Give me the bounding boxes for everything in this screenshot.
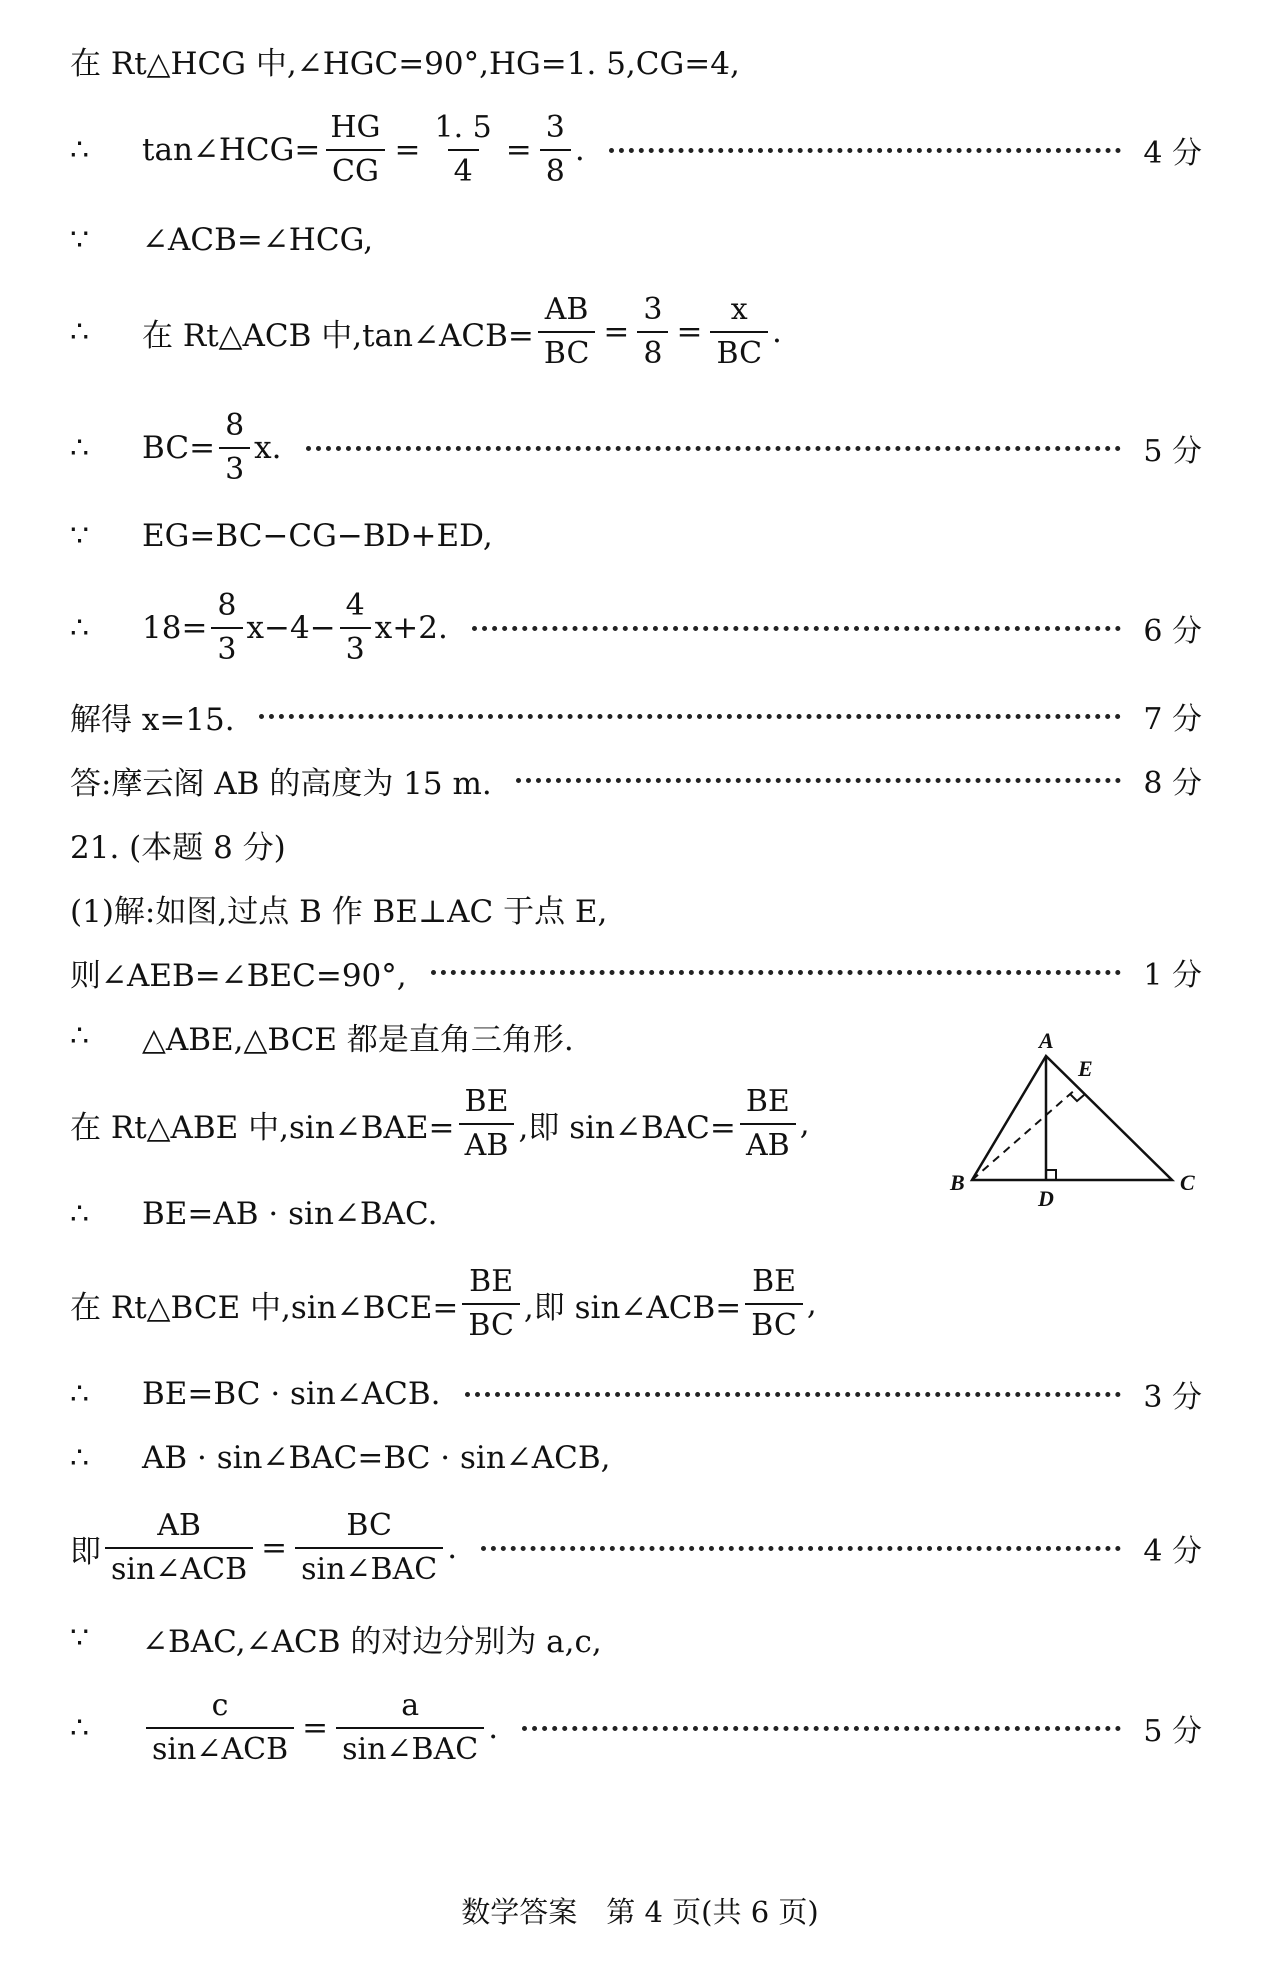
dot-leader [516,778,1122,783]
line-10 [70,820,1202,868]
fraction: $\frac{AB}{BC}$ [538,295,596,369]
label-c: C [1180,1170,1195,1195]
dot-leader [306,446,1122,451]
score: 4 分 [1143,136,1202,171]
line-8 [70,692,1202,740]
text: 在 Rt△BCE 中,sin∠BCE= [70,1289,459,1326]
text: 即 [70,1533,101,1570]
therefore-symbol: ∴ [70,1440,90,1476]
fraction: $\frac{8}{3}$ [211,591,242,665]
dot-leader [472,626,1122,631]
equals-sign: = [603,314,630,350]
line-11 [70,884,1202,932]
score: 7 分 [1143,702,1202,737]
dot-leader [481,1546,1121,1551]
text: 18= [142,610,208,646]
equals-sign: = [676,314,703,350]
line-21 [70,1678,1202,1778]
therefore-symbol: ∴ [70,610,90,646]
text: tan∠HCG= [142,132,321,168]
page-footer: 数学答案 第 4 页(共 6 页) [461,1895,819,1929]
fraction: $\frac{BE}{BC}$ [745,1267,803,1341]
fraction: $\frac{BE}{AB}$ [740,1087,796,1161]
fraction: $\frac{3}{8}$ [540,113,571,187]
line-2 [70,100,1202,200]
text: BE=BC · sin∠ACB. [142,1376,441,1412]
line-6 [70,512,1202,560]
line-15 [70,1190,890,1238]
dot-leader [522,1726,1121,1731]
equals-sign: = [302,1710,329,1746]
therefore-symbol: ∴ [70,1710,90,1746]
right-angle-mark-d [1046,1170,1056,1180]
therefore-symbol: ∴ [70,132,90,168]
equals-sign: = [394,132,421,168]
line-5 [70,398,1202,498]
triangle-figure [940,1030,1210,1220]
dot-leader [465,1392,1122,1397]
label-a: A [1039,1030,1054,1053]
score: 4 分 [1143,1534,1202,1569]
therefore-symbol: ∴ [70,430,90,466]
line-16 [70,1254,930,1354]
score: 5 分 [1143,434,1202,469]
text: 解得 x=15. [70,701,235,738]
text: . [772,314,782,350]
score: 1 分 [1143,958,1202,993]
text: 则∠AEB=∠BEC=90°, [70,957,407,994]
text: . [488,1710,499,1746]
text: . [574,132,585,168]
because-symbol: ∵ [70,518,90,554]
therefore-symbol: ∴ [70,1018,90,1054]
fraction: $\frac{x}{BC}$ [710,295,768,369]
text: x+2. [374,610,448,646]
because-symbol: ∵ [70,1620,90,1656]
line-14 [70,1074,930,1174]
text: BC= [142,430,216,466]
label-d: D [1038,1186,1054,1211]
text: x−4− [246,610,336,646]
text: 在 Rt△HCG 中,∠HGC=90°,HG=1. 5,CG=4, [70,45,740,82]
text: , [799,1106,810,1142]
score: 8 分 [1143,766,1202,801]
score: 3 分 [1143,1380,1202,1415]
fraction: $\frac{BE}{BC}$ [462,1267,520,1341]
fraction: $\frac{BC}{\text{sin∠BAC}}$ [295,1511,443,1585]
text: ,即 sin∠BAC= [518,1109,736,1146]
therefore-symbol: ∴ [70,1196,90,1232]
text: ∠ACB=∠HCG, [142,222,374,258]
line-7 [70,578,1202,678]
dot-leader [431,970,1122,975]
fraction: $\frac{c}{\text{sin∠ACB}}$ [146,1691,294,1765]
text: △ABE,△BCE 都是直角三角形. [142,1021,574,1058]
score: 6 分 [1143,614,1202,649]
text: (1)解:如图,过点 B 作 BE⊥AC 于点 E, [70,893,608,930]
line-3 [70,216,1202,264]
text: x. [254,430,282,466]
dashed-be [972,1088,1077,1180]
therefore-symbol: ∴ [70,314,90,350]
triangle-abc [972,1056,1172,1180]
fraction: $\frac{HG}{CG}$ [324,113,386,187]
line-19 [70,1498,1202,1598]
equals-sign: = [505,132,532,168]
right-angle-mark-e [1070,1094,1084,1101]
text: 在 Rt△ABE 中,sin∠BAE= [70,1109,455,1146]
text: , [806,1286,817,1322]
fraction: $\frac{3}{8}$ [637,295,668,369]
text: . [447,1530,458,1566]
line-12 [70,948,1202,996]
label-e: E [1078,1056,1093,1081]
fraction: $\frac{a}{\text{sin∠BAC}}$ [336,1691,484,1765]
question-heading: 21. (本题 8 分) [70,829,286,866]
fraction: $\frac{8}{3}$ [219,411,250,485]
line-13 [70,1012,890,1060]
text: EG=BC−CG−BD+ED, [142,518,493,554]
text: AB · sin∠BAC=BC · sin∠ACB, [142,1440,611,1476]
fraction: $\frac{4}{3}$ [340,591,371,665]
fraction: $\frac{BE}{AB}$ [459,1087,515,1161]
dot-leader [259,714,1122,719]
line-18 [70,1434,1202,1482]
line-17 [70,1370,1202,1418]
equals-sign: = [261,1530,288,1566]
text: ∠BAC,∠ACB 的对边分别为 a,c, [142,1623,602,1660]
dot-leader [609,148,1122,153]
text: 在 Rt△ACB 中,tan∠ACB= [142,317,534,354]
line-9 [70,756,1202,804]
score: 5 分 [1143,1714,1202,1749]
because-symbol: ∵ [70,222,90,258]
line-1 [70,36,1202,84]
label-b: B [950,1170,965,1195]
line-20 [70,1614,1202,1662]
text: ,即 sin∠ACB= [523,1289,742,1326]
text: 答:摩云阁 AB 的高度为 15 m. [70,765,492,802]
fraction: $\frac{AB}{\text{sin∠ACB}}$ [105,1511,253,1585]
text: BE=AB · sin∠BAC. [142,1196,438,1232]
therefore-symbol: ∴ [70,1376,90,1412]
fraction: $\frac{1. 5}{4}$ [434,110,492,189]
line-4 [70,282,1202,382]
